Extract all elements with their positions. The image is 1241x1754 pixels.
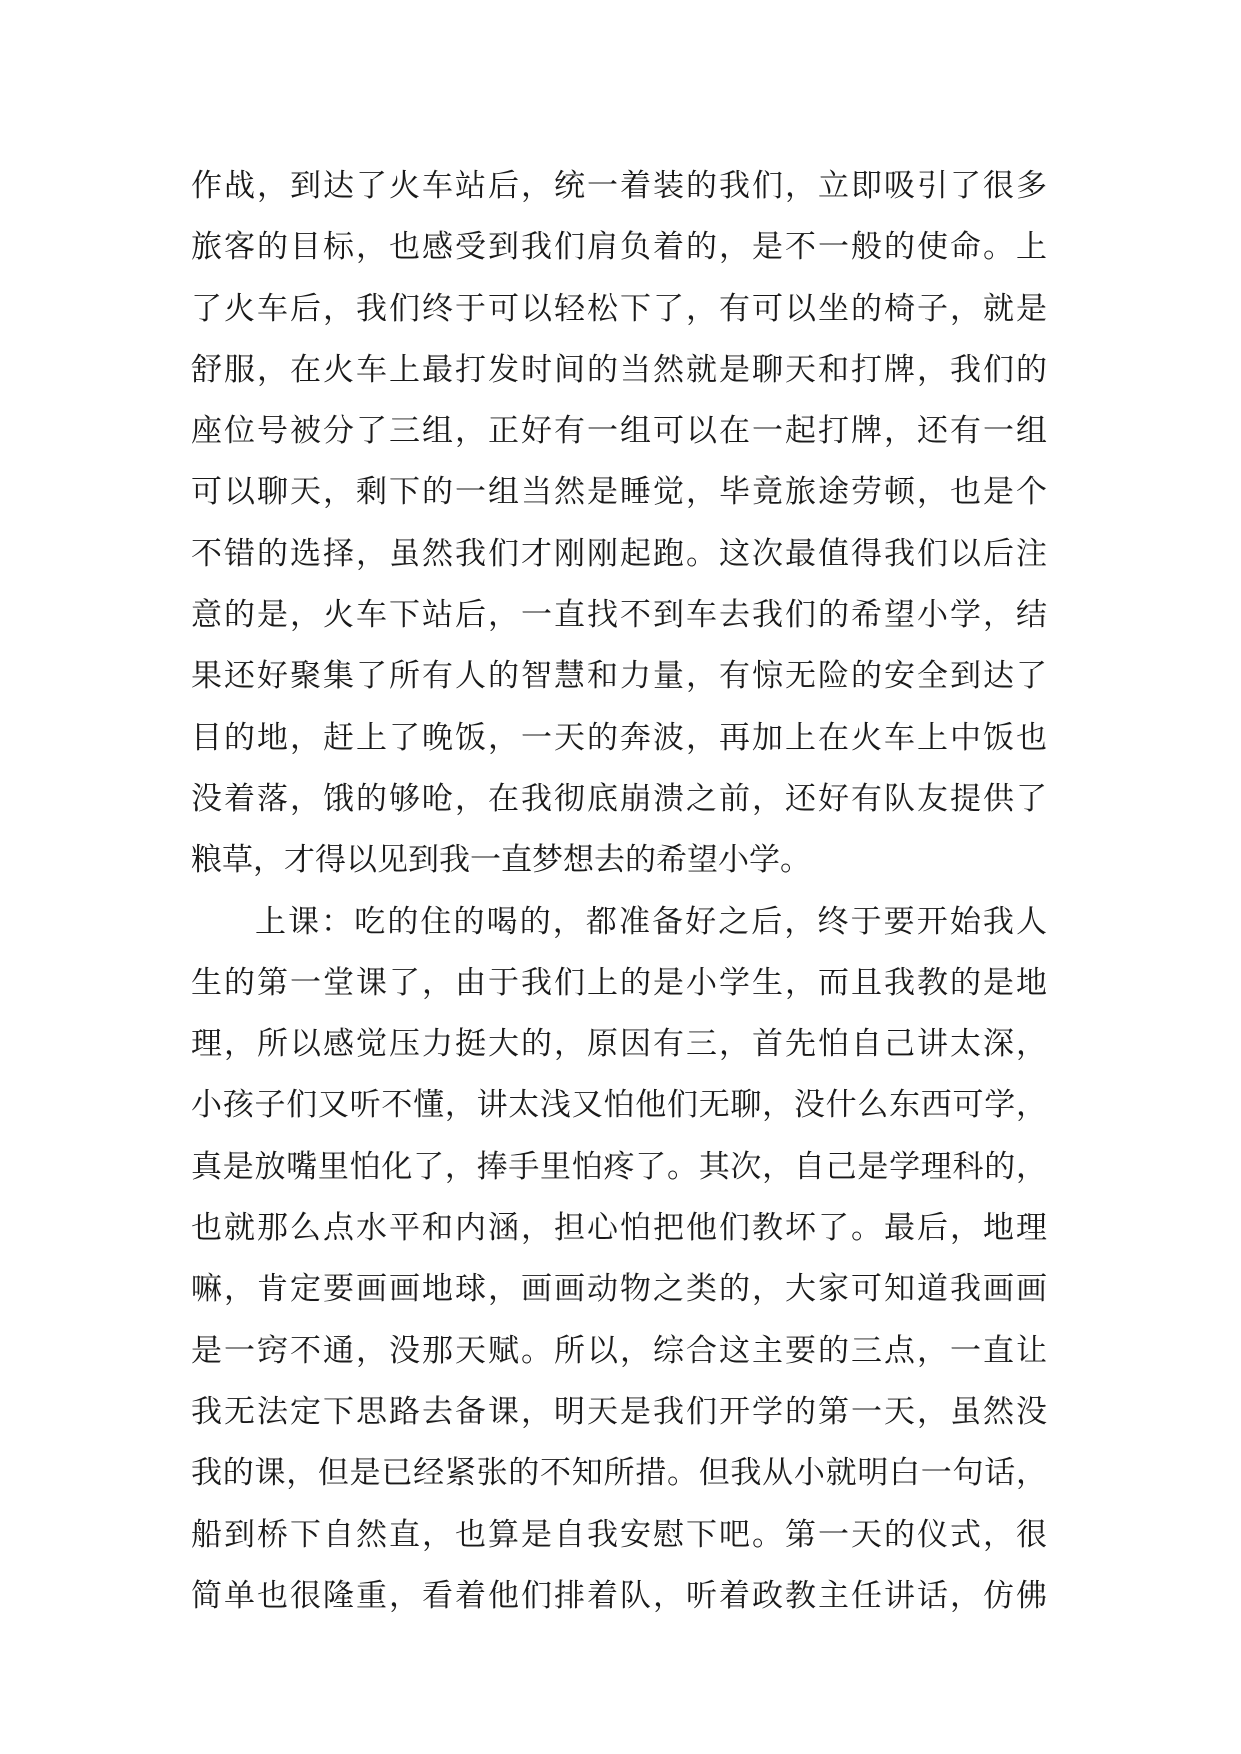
text-line: 船到桥下自然直，也算是自我安慰下吧。第一天的仪式，很 bbox=[191, 1516, 1047, 1553]
text-line: 我的课，但是已经紧张的不知所措。但我从小就明白一句话， bbox=[191, 1455, 1047, 1492]
text-line: 简单也很隆重，看着他们排着队，听着政教主任讲话，仿佛 bbox=[191, 1577, 1047, 1614]
text-line: 舒服，在火车上最打发时间的当然就是聊天和打牌，我们的 bbox=[191, 351, 1047, 388]
text-line: 果还好聚集了所有人的智慧和力量，有惊无险的安全到达了 bbox=[191, 658, 1047, 695]
text-line: 目的地，赶上了晚饭，一天的奔波，再加上在火车上中饭也 bbox=[191, 719, 1047, 756]
text-line: 座位号被分了三组，正好有一组可以在一起打牌，还有一组 bbox=[191, 413, 1047, 450]
text-line: 意的是，火车下站后，一直找不到车去我们的希望小学，结 bbox=[191, 597, 1047, 634]
document-body bbox=[191, 156, 1047, 1627]
text-line: 是一窍不通，没那天赋。所以，综合这主要的三点，一直让 bbox=[191, 1332, 1047, 1369]
text-line: 不错的选择，虽然我们才刚刚起跑。这次最值得我们以后注 bbox=[191, 535, 1047, 572]
text-line: 嘛，肯定要画画地球，画画动物之类的，大家可知道我画画 bbox=[191, 1271, 1047, 1308]
text-line: 小孩子们又听不懂，讲太浅又怕他们无聊，没什么东西可学， bbox=[191, 1087, 1047, 1124]
text-line: 真是放嘴里怕化了，捧手里怕疼了。其次，自己是学理科的， bbox=[191, 1148, 1047, 1185]
text-line: 上课：吃的住的喝的，都准备好之后，终于要开始我人 bbox=[255, 903, 1047, 940]
text-line: 也就那么点水平和内涵，担心怕把他们教坏了。最后，地理 bbox=[191, 1210, 1047, 1247]
text-line: 旅客的目标，也感受到我们肩负着的，是不一般的使命。上 bbox=[191, 229, 1047, 266]
text-line: 可以聊天，剩下的一组当然是睡觉，毕竟旅途劳顿，也是个 bbox=[191, 474, 1047, 511]
text-line: 没着落，饿的够呛，在我彻底崩溃之前，还好有队友提供了 bbox=[191, 780, 1047, 817]
text-line: 理，所以感觉压力挺大的，原因有三，首先怕自己讲太深， bbox=[191, 1026, 1047, 1063]
text-line: 我无法定下思路去备课，明天是我们开学的第一天，虽然没 bbox=[191, 1393, 1047, 1430]
paragraph-train-journey bbox=[191, 156, 1047, 892]
text-line: 作战，到达了火车站后，统一着装的我们，立即吸引了很多 bbox=[191, 168, 1047, 204]
text-line: 生的第一堂课了，由于我们上的是小学生，而且我教的是地 bbox=[191, 964, 1047, 1001]
paragraph-first-class bbox=[191, 892, 1047, 1628]
text-line: 粮草，才得以见到我一直梦想去的希望小学。 bbox=[191, 842, 811, 879]
text-line: 了火车后，我们终于可以轻松下了，有可以坐的椅子，就是 bbox=[191, 290, 1047, 327]
